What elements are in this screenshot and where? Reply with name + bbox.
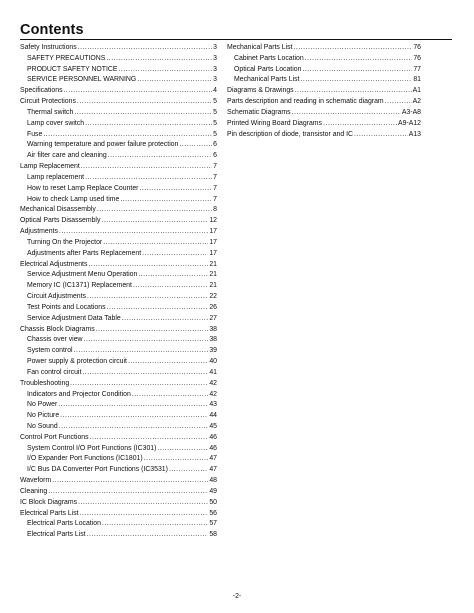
toc-entry bbox=[20, 173, 217, 184]
toc-leader-dots bbox=[139, 184, 212, 195]
toc-leader-dots bbox=[138, 270, 208, 281]
toc-entry-label: Printed Wiring Board Diagrams bbox=[227, 119, 322, 127]
toc-entry bbox=[20, 195, 217, 206]
toc-entry-label: Test Points and Locations bbox=[27, 303, 106, 311]
toc-leader-dots bbox=[97, 205, 212, 216]
toc-leader-dots bbox=[101, 216, 208, 227]
toc-entry bbox=[20, 390, 217, 401]
toc-entry bbox=[227, 119, 421, 130]
toc-entry-label: No Sound bbox=[27, 422, 58, 430]
toc-entry-page: 39 bbox=[209, 347, 217, 355]
toc-entry bbox=[20, 238, 217, 249]
toc-entry bbox=[20, 270, 217, 281]
toc-leader-dots bbox=[52, 476, 208, 487]
toc-entry-page: A13 bbox=[408, 130, 421, 138]
toc-entry-page: 21 bbox=[209, 282, 217, 290]
toc-leader-dots bbox=[78, 498, 208, 509]
toc-entry-page: 7 bbox=[213, 173, 217, 181]
toc-entry bbox=[20, 227, 217, 238]
toc-entry-label: Specifications bbox=[20, 87, 63, 95]
toc-leader-dots bbox=[48, 487, 208, 498]
toc-entry-label: Diagrams & Drawings bbox=[227, 87, 294, 95]
toc-leader-dots bbox=[142, 249, 208, 260]
toc-entry bbox=[20, 519, 217, 530]
toc-entry-page: 41 bbox=[209, 368, 217, 376]
toc-entry-label: Circuit Adjustments bbox=[27, 293, 86, 301]
toc-leader-dots bbox=[157, 444, 208, 455]
toc-entry-label: Thermal switch bbox=[27, 108, 74, 116]
toc-entry-page: 7 bbox=[213, 184, 217, 192]
toc-entry bbox=[20, 400, 217, 411]
toc-entry-page: 44 bbox=[209, 412, 217, 420]
toc-entry-page: 3 bbox=[213, 54, 217, 62]
toc-leader-dots bbox=[59, 227, 208, 238]
toc-leader-dots bbox=[301, 75, 413, 86]
toc-entry bbox=[20, 433, 217, 444]
toc-leader-dots bbox=[128, 357, 208, 368]
toc-entry bbox=[20, 205, 217, 216]
toc-entry bbox=[20, 422, 217, 433]
toc-entry bbox=[20, 43, 217, 54]
toc-entry bbox=[20, 509, 217, 520]
toc-entry-page: 76 bbox=[413, 44, 421, 51]
toc-entry bbox=[227, 86, 421, 97]
toc-leader-dots bbox=[144, 454, 209, 465]
toc-entry-page: A2 bbox=[412, 98, 421, 106]
toc-entry bbox=[20, 303, 217, 314]
toc-leader-dots bbox=[107, 303, 209, 314]
toc-leader-dots bbox=[96, 325, 209, 336]
toc-leader-dots bbox=[133, 281, 208, 292]
page-number: -2- bbox=[232, 593, 242, 600]
toc-entry-page: 5 bbox=[213, 98, 217, 106]
toc-entry bbox=[227, 75, 421, 86]
toc-entry-page: 48 bbox=[209, 477, 217, 485]
toc-entry-page: 12 bbox=[209, 217, 217, 225]
toc-entry-label: Adjustments after Parts Replacement bbox=[27, 249, 142, 257]
toc-entry-label: Electrical Parts List bbox=[27, 531, 86, 539]
toc-entry-label: Optical Parts Disassembly bbox=[20, 217, 101, 225]
toc-entry-label: Mechanical Disassembly bbox=[20, 206, 96, 214]
toc-entry bbox=[20, 216, 217, 227]
toc-leader-dots bbox=[118, 65, 212, 76]
toc-entry-page: 17 bbox=[209, 249, 217, 257]
toc-entry-label: System control bbox=[27, 347, 73, 355]
toc-entry-page: 8 bbox=[213, 206, 217, 214]
toc-entry-label: Adjustments bbox=[20, 228, 58, 236]
toc-entry-page: 4 bbox=[213, 87, 217, 95]
toc-leader-dots bbox=[106, 54, 212, 65]
toc-entry bbox=[227, 108, 421, 119]
toc-entry-label: Fuse bbox=[27, 130, 43, 138]
toc-leader-dots bbox=[302, 65, 412, 76]
toc-entry-label: IC Block Diagrams bbox=[20, 498, 78, 506]
toc-entry-page: 40 bbox=[209, 358, 217, 366]
toc-entry bbox=[20, 65, 217, 76]
toc-leader-dots bbox=[85, 173, 212, 184]
toc-leader-dots bbox=[84, 335, 209, 346]
toc-entry-page: 42 bbox=[209, 379, 217, 387]
toc-leader-dots bbox=[122, 314, 209, 325]
toc-entry-label: Service Adjustment Data Table bbox=[27, 314, 121, 322]
toc-entry-page: 57 bbox=[209, 520, 217, 528]
toc-entry-label: Cleaning bbox=[20, 487, 48, 495]
toc-entry bbox=[20, 476, 217, 487]
toc-entry bbox=[227, 43, 421, 54]
toc-leader-dots bbox=[90, 433, 209, 444]
toc-entry bbox=[227, 65, 421, 76]
toc-entry-page: 27 bbox=[209, 314, 217, 322]
toc-leader-dots bbox=[305, 54, 413, 65]
toc-entry bbox=[20, 346, 217, 357]
toc-entry-page: 17 bbox=[209, 238, 217, 246]
title-rule bbox=[20, 39, 452, 40]
toc-entry-page: 49 bbox=[209, 487, 217, 495]
toc-leader-dots bbox=[58, 400, 208, 411]
toc-entry bbox=[20, 249, 217, 260]
toc-entry bbox=[227, 54, 421, 65]
toc-entry-label: Parts description and reading in schematic diagram bbox=[227, 98, 384, 106]
toc-entry-page: 43 bbox=[209, 401, 217, 409]
toc-entry-page: 21 bbox=[209, 271, 217, 279]
toc-entry-label: How to check Lamp used time bbox=[27, 195, 120, 203]
toc-entry bbox=[20, 379, 217, 390]
toc-leader-dots bbox=[87, 530, 209, 541]
toc-entry bbox=[20, 411, 217, 422]
toc-entry-label: Chassis Block Diagrams bbox=[20, 325, 95, 333]
toc-entry-label: Safety Instructions bbox=[20, 44, 77, 51]
toc-leader-dots bbox=[354, 130, 408, 141]
toc-entry-label: Lamp cover switch bbox=[27, 119, 85, 127]
toc-entry-label: Power supply & protection circuit bbox=[27, 358, 127, 366]
toc-entry bbox=[20, 292, 217, 303]
toc-entry bbox=[20, 54, 217, 65]
toc-leader-dots bbox=[43, 130, 212, 141]
toc-entry-page: 47 bbox=[209, 455, 217, 463]
toc-entry bbox=[20, 86, 217, 97]
toc-leader-dots bbox=[81, 162, 212, 173]
toc-entry-label: System Control I/O Port Functions (IC301) bbox=[27, 444, 157, 452]
toc-entry bbox=[20, 151, 217, 162]
toc-entry-page: A3-A8 bbox=[401, 108, 421, 116]
toc-entry-label: SAFETY PRECAUTIONS bbox=[27, 54, 106, 62]
toc-entry-page: 7 bbox=[213, 195, 217, 203]
toc-leader-dots bbox=[108, 151, 212, 162]
toc-leader-dots bbox=[77, 97, 212, 108]
toc-entry bbox=[20, 108, 217, 119]
toc-entry-label: Circuit Protections bbox=[20, 98, 76, 106]
toc-entry-label: Mechanical Parts List bbox=[227, 44, 293, 51]
toc-entry-label: Indicators and Projector Condition bbox=[27, 390, 131, 398]
toc-entry-page: 3 bbox=[213, 76, 217, 84]
toc-entry-label: Memory IC (IC1371) Replacement bbox=[27, 282, 132, 290]
toc-entry-label: Air filter care and cleaning bbox=[27, 152, 107, 160]
toc-entry bbox=[20, 119, 217, 130]
toc-entry-page: 6 bbox=[213, 152, 217, 160]
toc-entry bbox=[20, 325, 217, 336]
toc-entry bbox=[20, 530, 217, 541]
toc-entry-page: 17 bbox=[209, 228, 217, 236]
toc-entry-label: How to reset Lamp Replace Counter bbox=[27, 184, 139, 192]
toc-entry-page: 26 bbox=[209, 303, 217, 311]
toc-entry bbox=[20, 75, 217, 86]
toc-entry bbox=[20, 335, 217, 346]
toc-leader-dots bbox=[102, 519, 208, 530]
toc-entry bbox=[20, 368, 217, 379]
toc-entry-label: Cabinet Parts Location bbox=[234, 54, 304, 62]
toc-leader-dots bbox=[70, 379, 208, 390]
toc-entry bbox=[20, 184, 217, 195]
toc-entry bbox=[227, 97, 421, 108]
toc-entry-page: 3 bbox=[213, 65, 217, 73]
toc-entry-label: No Picture bbox=[27, 412, 60, 420]
toc-entry-page: 42 bbox=[209, 390, 217, 398]
toc-leader-dots bbox=[169, 465, 208, 476]
toc-entry-label: Lamp replacement bbox=[27, 173, 85, 181]
toc-entry-page: 76 bbox=[413, 54, 421, 62]
toc-entry-label: Pin description of diode, transistor and IC bbox=[227, 130, 354, 138]
toc-leader-dots bbox=[179, 140, 212, 151]
toc-entry-page: A1 bbox=[412, 87, 421, 95]
toc-entry-page: A9-A12 bbox=[398, 119, 421, 127]
toc-entry bbox=[20, 498, 217, 509]
toc-entry-label: Mechanical Parts List bbox=[234, 76, 300, 84]
toc-entry-label: SERVICE PERSONNEL WARNING bbox=[27, 76, 137, 84]
toc-entry-label: Lamp Replacement bbox=[20, 163, 80, 171]
toc-entry-label: Electrical Parts List bbox=[20, 509, 79, 517]
toc-leader-dots bbox=[295, 86, 412, 97]
toc-entry-label: Chassis over view bbox=[27, 336, 83, 344]
toc-leader-dots bbox=[80, 509, 209, 520]
toc-entry-label: Warning temperature and power failure protection bbox=[27, 141, 179, 149]
toc-entry-page: 38 bbox=[209, 336, 217, 344]
toc-leader-dots bbox=[88, 260, 208, 271]
toc-leader-dots bbox=[82, 368, 208, 379]
toc-entry bbox=[20, 454, 217, 465]
toc-entry-page: 5 bbox=[213, 130, 217, 138]
toc-leader-dots bbox=[103, 238, 208, 249]
toc-entry-page: 3 bbox=[213, 44, 217, 51]
toc-entry-label: No Power bbox=[27, 401, 58, 409]
toc-entry-page: 47 bbox=[209, 466, 217, 474]
toc-leader-dots bbox=[137, 75, 212, 86]
toc-leader-dots bbox=[294, 43, 413, 54]
toc-leader-dots bbox=[64, 86, 213, 97]
toc-entry bbox=[20, 260, 217, 271]
toc-leader-dots bbox=[132, 390, 209, 401]
toc-entry bbox=[227, 130, 421, 141]
toc-entry-label: Service Adjustment Menu Operation bbox=[27, 271, 138, 279]
toc-entry-page: 46 bbox=[209, 433, 217, 441]
toc-entry bbox=[20, 444, 217, 455]
toc-entry bbox=[20, 465, 217, 476]
toc-entry bbox=[20, 314, 217, 325]
toc-right-column bbox=[227, 43, 421, 140]
toc-entry-page: 21 bbox=[209, 260, 217, 268]
toc-leader-dots bbox=[87, 292, 208, 303]
toc-entry-label: Electrical Adjustments bbox=[20, 260, 88, 268]
toc-entry bbox=[20, 162, 217, 173]
toc-entry-label: Fan control circuit bbox=[27, 368, 82, 376]
toc-leader-dots bbox=[74, 108, 212, 119]
toc-entry-page: 6 bbox=[213, 141, 217, 149]
toc-entry-label: Optical Parts Location bbox=[234, 65, 302, 73]
toc-entry-label: Waveform bbox=[20, 477, 52, 485]
toc-entry-page: 7 bbox=[213, 163, 217, 171]
toc-leader-dots bbox=[292, 108, 401, 119]
toc-leader-dots bbox=[120, 195, 212, 206]
toc-leader-dots bbox=[60, 411, 208, 422]
toc-entry-label: I/C Bus DA Converter Port Functions (IC3531) bbox=[27, 466, 168, 474]
toc-entry bbox=[20, 97, 217, 108]
toc-entry-page: 46 bbox=[209, 444, 217, 452]
toc-leader-dots bbox=[78, 43, 212, 54]
toc-entry bbox=[20, 140, 217, 151]
toc-entry-page: 77 bbox=[413, 65, 421, 73]
toc-entry-label: Control Port Functions bbox=[20, 433, 89, 441]
toc-entry-page: 56 bbox=[209, 509, 217, 517]
toc-entry-label: Electrical Parts Location bbox=[27, 520, 101, 528]
toc-entry-label: Schematic Diagrams bbox=[227, 108, 291, 116]
toc-entry bbox=[20, 130, 217, 141]
toc-entry-label: Turning On the Projector bbox=[27, 238, 103, 246]
toc-leader-dots bbox=[59, 422, 209, 433]
toc-leader-dots bbox=[74, 346, 209, 357]
toc-leader-dots bbox=[85, 119, 212, 130]
page-title: Contents bbox=[20, 22, 84, 38]
toc-entry bbox=[20, 281, 217, 292]
toc-leader-dots bbox=[385, 97, 412, 108]
toc-entry-label: Troubleshooting bbox=[20, 379, 70, 387]
toc-entry bbox=[20, 487, 217, 498]
toc-entry-page: 5 bbox=[213, 108, 217, 116]
toc-entry-label: PRODUCT SAFETY NOTICE bbox=[27, 65, 118, 73]
toc-entry-page: 58 bbox=[209, 531, 217, 539]
toc-entry-page: 81 bbox=[413, 76, 421, 84]
toc-entry-label: I/O Expander Port Functions (IC1801) bbox=[27, 455, 143, 463]
toc-entry-page: 50 bbox=[209, 498, 217, 506]
toc-left-column bbox=[20, 43, 217, 541]
toc-entry-page: 45 bbox=[209, 422, 217, 430]
toc-entry-page: 5 bbox=[213, 119, 217, 127]
toc-entry-page: 38 bbox=[209, 325, 217, 333]
toc-entry-page: 22 bbox=[209, 293, 217, 301]
toc-entry bbox=[20, 357, 217, 368]
toc-leader-dots bbox=[323, 119, 397, 130]
